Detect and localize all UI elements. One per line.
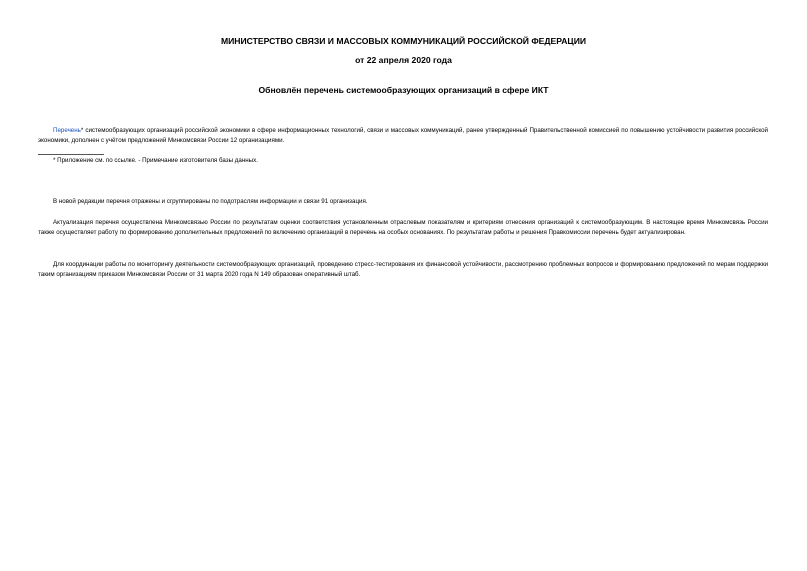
paragraph-new-edition: В новой редакции перечня отражены и сгруппированы по подотраслям информации и связи 91 организация. bbox=[53, 198, 368, 205]
document-title: Обновлён перечень системообразующих организаций в сфере ИКТ bbox=[258, 85, 549, 95]
document-date: от 22 апреля 2020 года bbox=[355, 55, 452, 65]
paragraph-actualization: Актуализация перечня осуществлена Минкомсвязью России по результатам оценки соответствия установленным отраслевым показателям и критериям отнесения организаций к системообразующим. В настоящее время Минкомсвязь России также осуществляет работу по формированию дополнительных предложений по включению организаций в перечень на особых основаниях. По результатам работы и решения Правкомиссии перечень будет актуализирован. bbox=[38, 219, 768, 237]
footnote-marker: * bbox=[80, 127, 84, 134]
paragraph-coordination: Для координации работы по мониторингу деятельности системообразующих организаций, проведению стресс-тестирования их финансовой устойчивости, рассмотрению проблемных вопросов и формированию предложений по мерам поддержки таким организациям приказом Минкомсвязи России от 31 марта 2020 года N 149 образован оперативный штаб. bbox=[38, 261, 768, 279]
paragraph-text: системообразующих организаций российской экономики в сфере информационных технологий, связи и массовых коммуникаций, ранее утвержденный Правительственной комиссией по повышению устойчивости развития российской экономики, дополнен с учётом предложений Минкомсвязи России 12 организациями. bbox=[38, 127, 768, 145]
footnote-divider bbox=[38, 154, 104, 155]
list-link[interactable]: Перечень bbox=[53, 127, 81, 134]
organization-header: МИНИСТЕРСТВО СВЯЗИ И МАССОВЫХ КОММУНИКАЦИЙ РОССИЙСКОЙ ФЕДЕРАЦИИ bbox=[220, 36, 587, 46]
footnote-text: * Приложение см. по ссылке. - Примечание изготовителя базы данных. bbox=[53, 157, 258, 164]
paragraph-list-update bbox=[38, 126, 768, 147]
